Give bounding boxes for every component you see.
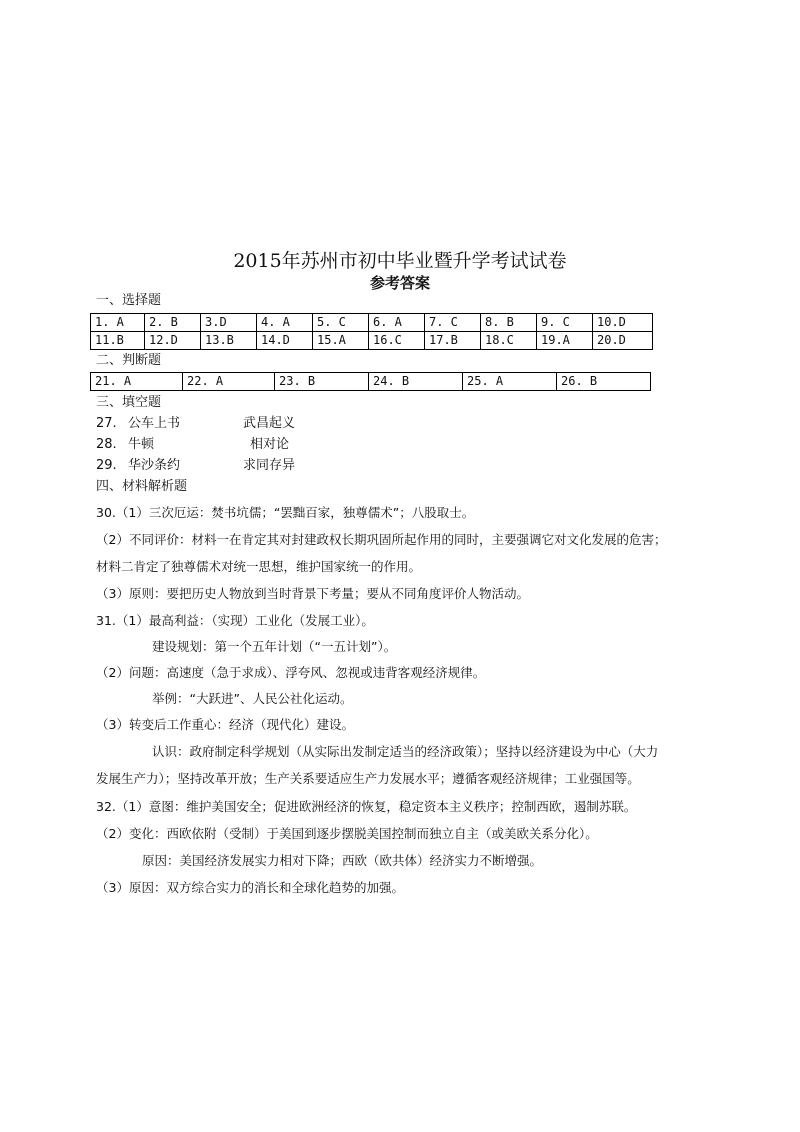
answer-line: （3）原因：双方综合实力的消长和全球化趋势的加强。 bbox=[96, 880, 404, 895]
fill-item-answer: 求同存异 bbox=[243, 458, 296, 473]
table-cell: 12.D bbox=[145, 332, 201, 350]
table-cell: 26. B bbox=[557, 373, 651, 391]
section-heading-material: 四、材料解析题 bbox=[96, 479, 188, 494]
table-cell: 5. C bbox=[313, 314, 369, 332]
section-heading-fill: 三、填空题 bbox=[96, 395, 162, 410]
fill-item-number: 29. bbox=[96, 458, 117, 473]
table-cell: 21. A bbox=[91, 373, 183, 391]
answer-line: 材料二肯定了独尊儒术对统一思想，维护国家统一的作用。 bbox=[96, 559, 422, 574]
answer-line: （2）不同评价：材料一在肯定其对封建政权长期巩固所起作用的同时，主要强调它对文化发展的危害； bbox=[96, 532, 667, 547]
fill-item-answer: 公车上书 bbox=[128, 416, 181, 431]
table-cell: 10.D bbox=[593, 314, 653, 332]
answer-line: 建设规划：第一个五年计划（“一五计划”）。 bbox=[152, 639, 397, 654]
page-subtitle: 参考答案 bbox=[369, 274, 430, 292]
table-cell: 14.D bbox=[257, 332, 313, 350]
table-cell: 4. A bbox=[257, 314, 313, 332]
table-cell: 23. B bbox=[275, 373, 369, 391]
table-cell: 24. B bbox=[369, 373, 463, 391]
answer-line: 32.（1）意图：维护美国安全；促进欧洲经济的恢复，稳定资本主义秩序；控制西欧，遏制苏联。 bbox=[96, 799, 637, 814]
answer-line: 31.（1）最高利益：（实现）工业化（发展工业）。 bbox=[96, 613, 374, 628]
table-cell: 6. A bbox=[369, 314, 425, 332]
table-cell: 22. A bbox=[183, 373, 275, 391]
table-cell: 7. C bbox=[425, 314, 481, 332]
table-cell: 3.D bbox=[201, 314, 257, 332]
section-heading-judgment: 二、判断题 bbox=[96, 353, 162, 368]
table-cell: 20.D bbox=[593, 332, 653, 350]
answer-line: （3）原则：要把历史人物放到当时背景下考量；要从不同角度评价人物活动。 bbox=[96, 586, 529, 601]
table-cell: 18.C bbox=[481, 332, 537, 350]
answer-line: 发展生产力）；坚持改革开放；生产关系要适应生产力发展水平；遵循客观经济规律；工业强国等。 bbox=[96, 771, 640, 786]
fill-item-answer: 武昌起义 bbox=[243, 416, 296, 431]
table-cell: 13.B bbox=[201, 332, 257, 350]
answer-line: 30.（1）三次厄运：焚书坑儒；“罢黜百家，独尊儒术”；八股取士。 bbox=[96, 505, 475, 520]
table-cell: 1. A bbox=[91, 314, 145, 332]
table-cell: 16.C bbox=[369, 332, 425, 350]
table-row bbox=[91, 332, 653, 350]
table-cell: 17.B bbox=[425, 332, 481, 350]
answer-line: 认识：政府制定科学规划（从实际出发制定适当的经济政策）；坚持以经济建设为中心（大力 bbox=[152, 744, 659, 759]
page-title: 2015年苏州市初中毕业暨升学考试试卷 bbox=[233, 250, 567, 272]
table-row bbox=[91, 314, 653, 332]
answer-line: （3）转变后工作重心：经济（现代化）建设。 bbox=[96, 717, 354, 732]
fill-item-answer: 相对论 bbox=[250, 437, 290, 452]
table-cell: 25. A bbox=[463, 373, 557, 391]
fill-item-number: 27. bbox=[96, 416, 117, 431]
choice-answer-table bbox=[90, 313, 653, 350]
fill-item-number: 28. bbox=[96, 437, 117, 452]
table-cell: 8. B bbox=[481, 314, 537, 332]
table-cell: 2. B bbox=[145, 314, 201, 332]
table-row bbox=[91, 373, 651, 391]
answer-line: （2）问题：高速度（急于求成）、浮夸风、忽视或违背客观经济规律。 bbox=[96, 665, 486, 680]
fill-item-answer: 华沙条约 bbox=[128, 458, 181, 473]
table-cell: 15.A bbox=[313, 332, 369, 350]
answer-line: 原因：美国经济发展实力相对下降；西欧（欧共体）经济实力不断增强。 bbox=[142, 853, 543, 868]
answer-line: （2）变化：西欧依附（受制）于美国到逐步摆脱美国控制而独立自主（或美欧关系分化）。 bbox=[96, 826, 598, 841]
table-cell: 9. C bbox=[537, 314, 593, 332]
judgment-answer-table bbox=[90, 372, 651, 391]
table-cell: 19.A bbox=[537, 332, 593, 350]
table-cell: 11.B bbox=[91, 332, 145, 350]
section-heading-choice: 一、选择题 bbox=[96, 293, 162, 308]
answer-line: 举例：“大跃进”、人民公社化运动。 bbox=[152, 691, 353, 706]
fill-item-answer: 牛顿 bbox=[128, 437, 155, 452]
